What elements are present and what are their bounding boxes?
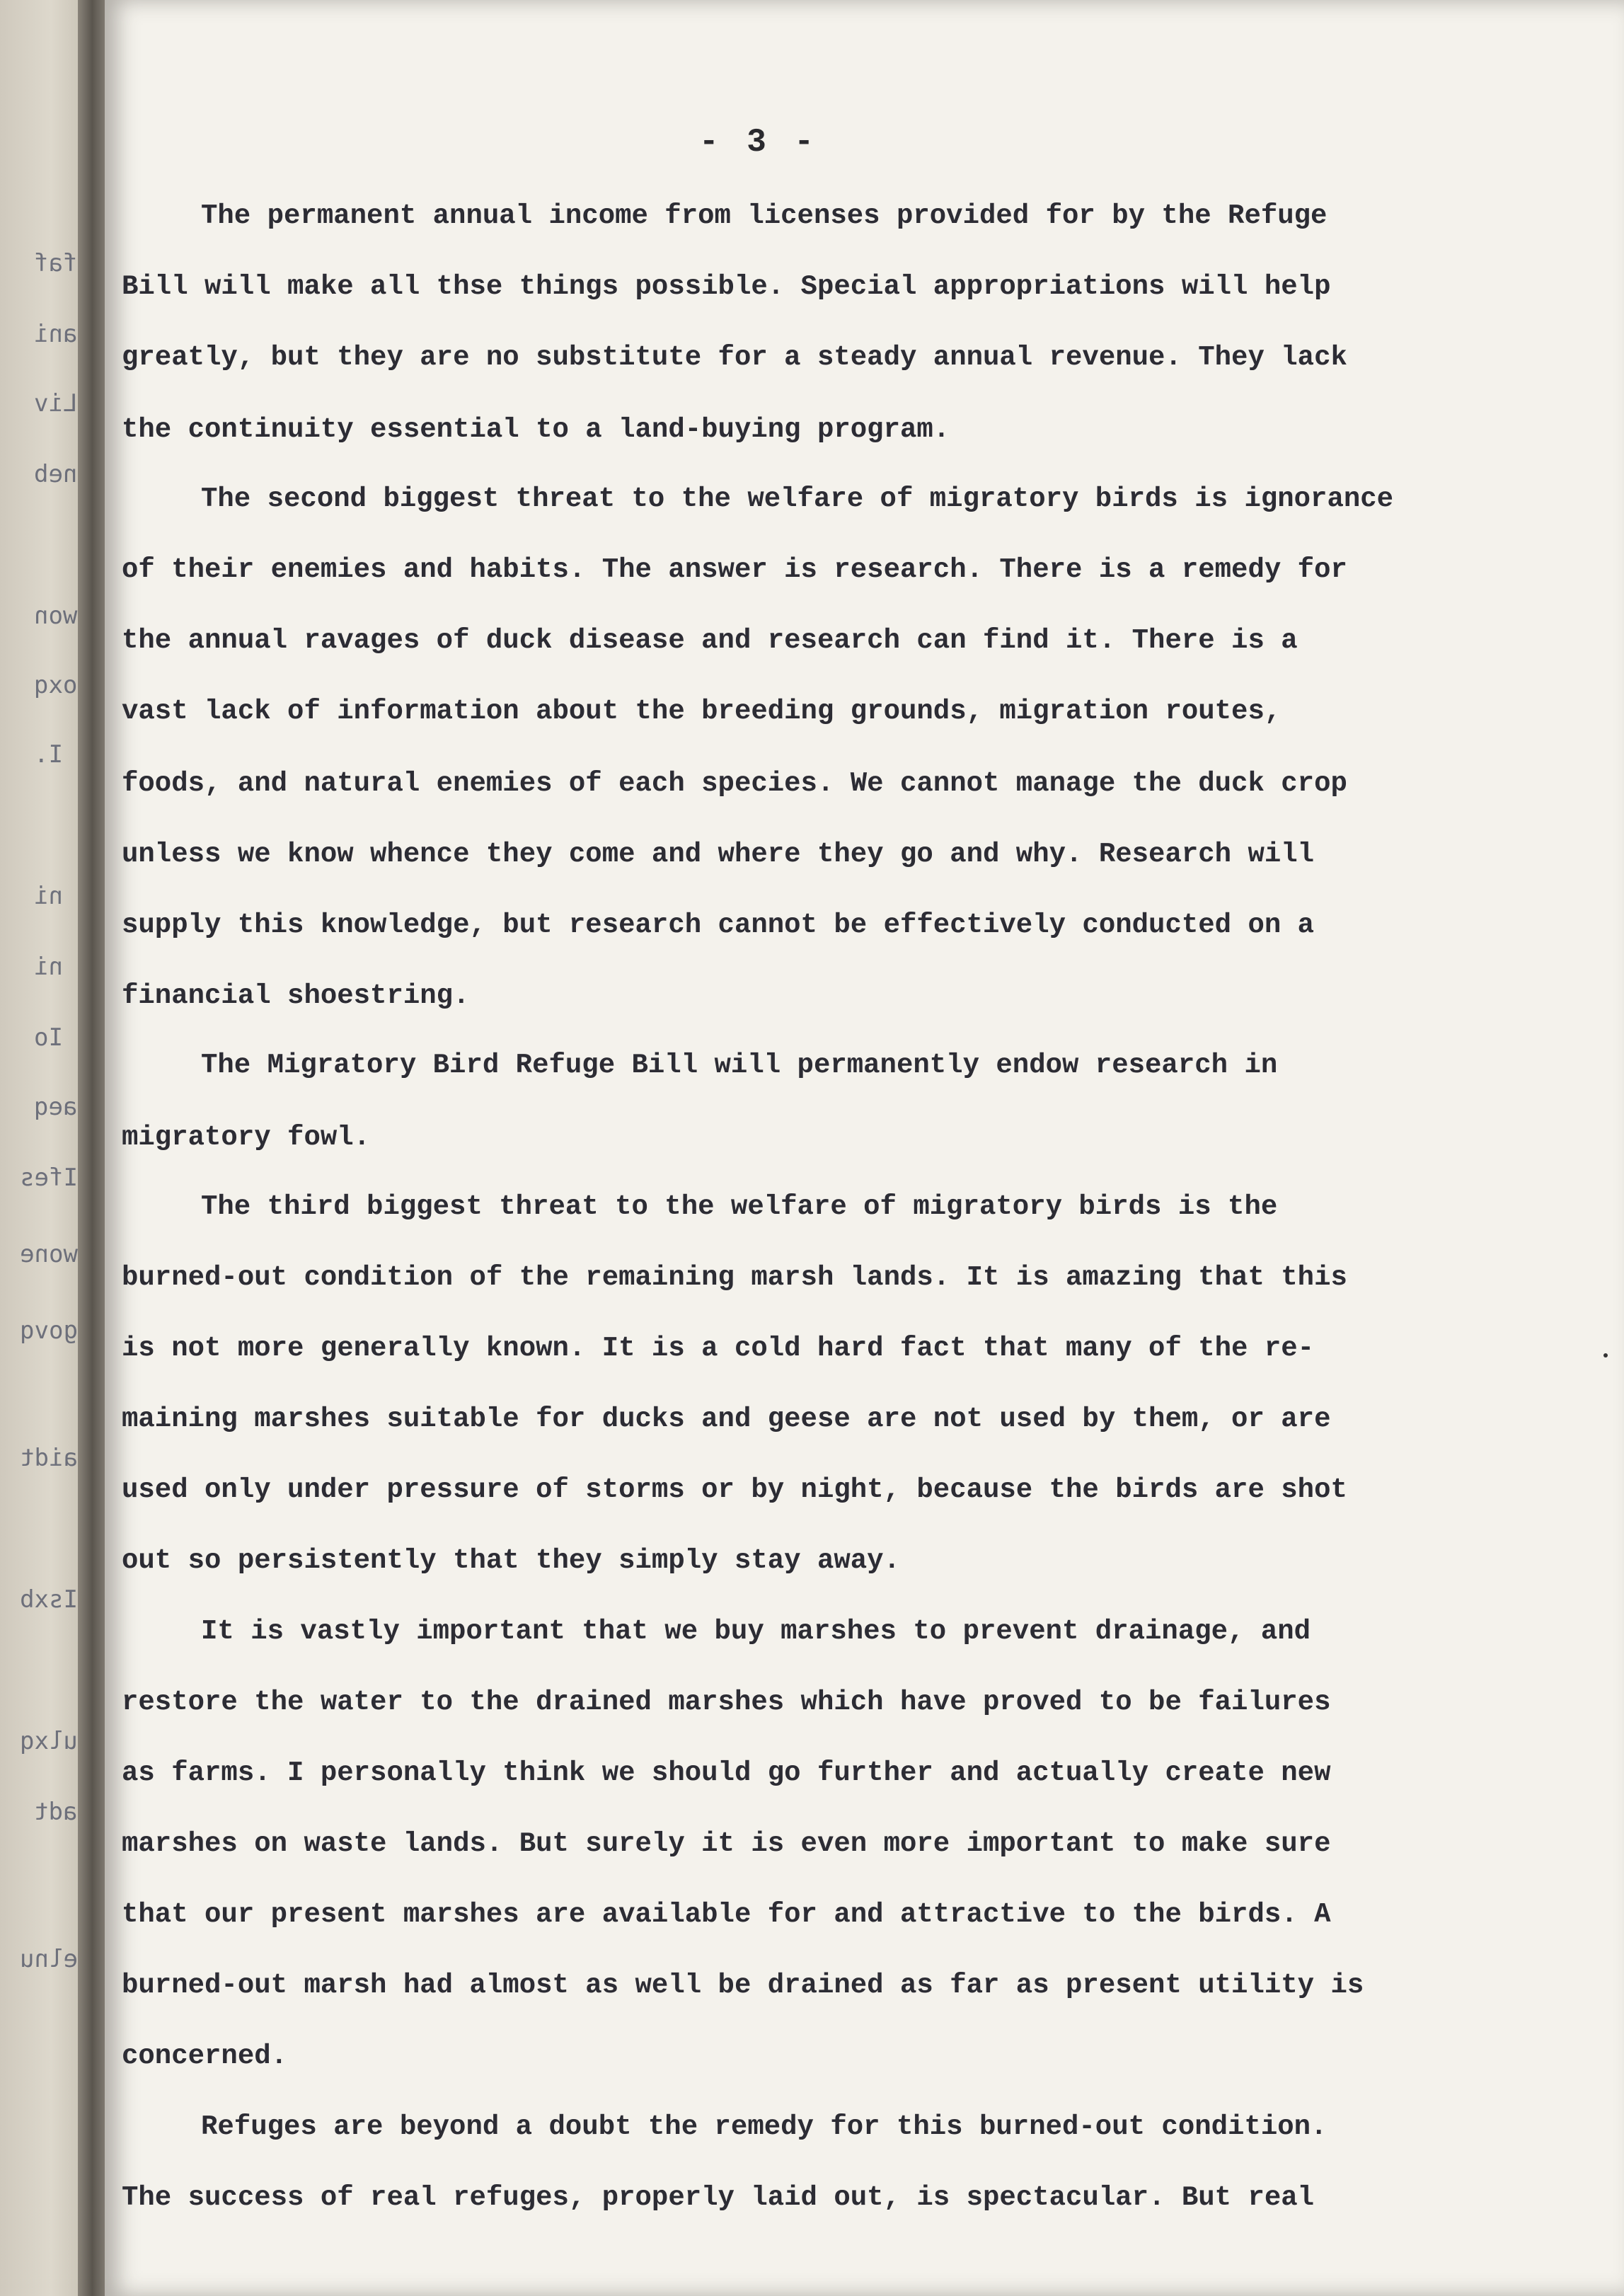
text-line: financial shoestring. xyxy=(122,980,470,1011)
bleed-fragment: faf xyxy=(34,249,78,277)
bleed-fragment: Ifes xyxy=(20,1164,78,1192)
text-line: is not more generally known. It is a cold hard fact that many of the re- xyxy=(122,1333,1315,1364)
bleed-fragment: ani xyxy=(34,320,78,348)
text-line: vast lack of information about the breeding grounds, migration routes, xyxy=(122,696,1282,727)
text-line: used only under pressure of storms or by night, because the birds are shot xyxy=(122,1474,1347,1505)
typed-page xyxy=(105,0,1624,2296)
text-line: The second biggest threat to the welfare of migratory birds is ignorance xyxy=(201,483,1394,515)
bleed-fragment: ulxq xyxy=(20,1727,78,1755)
bleed-fragment: govq xyxy=(20,1316,78,1345)
ink-speck xyxy=(1603,1353,1608,1357)
text-line: It is vastly important that we buy marshes to prevent drainage, and xyxy=(201,1616,1311,1647)
bleed-fragment: Liv xyxy=(34,389,78,418)
bleed-fragment: ni xyxy=(34,882,63,910)
text-line: the annual ravages of duck disease and research can find it. There is a xyxy=(122,625,1298,656)
bleed-fragment: adt xyxy=(34,1798,78,1826)
text-line: Refuges are beyond a doubt the remedy for this burned-out condition. xyxy=(201,2111,1328,2142)
text-line: The Migratory Bird Refuge Bill will permanently endow research in xyxy=(201,1050,1278,1081)
text-line: migratory fowl. xyxy=(122,1122,371,1153)
text-line: The third biggest threat to the welfare of migratory birds is the xyxy=(201,1191,1278,1222)
text-line: concerned. xyxy=(122,2040,288,2072)
text-line: as farms. I personally think we should go further and actually create new xyxy=(122,1757,1331,1789)
text-line: burned-out condition of the remaining marsh lands. It is amazing that this xyxy=(122,1262,1347,1293)
bleed-fragment: aeq xyxy=(34,1093,78,1121)
bleed-fragment: elnu xyxy=(20,1945,78,1973)
text-line: The success of real refuges, properly laid out, is spectacular. But real xyxy=(122,2182,1315,2213)
text-line: maining marshes suitable for ducks and geese are not used by them, or are xyxy=(122,1404,1331,1435)
text-line: out so persistently that they simply stay away. xyxy=(122,1545,900,1576)
text-line: the continuity essential to a land-buying program. xyxy=(122,414,950,445)
adjacent-page-edge xyxy=(0,0,85,2296)
page-number: - 3 - xyxy=(699,124,819,161)
bleed-fragment: won xyxy=(34,602,78,630)
text-line: greatly, but they are no substitute for a steady annual revenue. They lack xyxy=(122,342,1347,373)
text-line: foods, and natural enemies of each species. We cannot manage the duck crop xyxy=(122,768,1347,799)
text-line: burned-out marsh had almost as well be drained as far as present utility is xyxy=(122,1970,1364,2001)
text-line: supply this knowledge, but research cannot be effectively conducted on a xyxy=(122,909,1315,941)
text-line: The permanent annual income from licenses provided for by the Refuge xyxy=(201,200,1328,231)
bleed-fragment: aidt xyxy=(20,1444,78,1472)
bleed-fragment: neb xyxy=(34,460,78,488)
text-line: marshes on waste lands. But surely it is even more important to make sure xyxy=(122,1828,1331,1859)
bleed-fragment: Io xyxy=(34,1023,63,1052)
bleed-fragment: oxq xyxy=(34,671,78,699)
text-line: restore the water to the drained marshes which have proved to be failures xyxy=(122,1687,1331,1718)
text-line: Bill will make all thse things possible. Special appropriations will help xyxy=(122,271,1331,302)
text-line: that our present marshes are available for and attractive to the birds. A xyxy=(122,1899,1331,1930)
text-line: unless we know whence they come and where they go and why. Research will xyxy=(122,839,1315,870)
bleed-fragment: ni xyxy=(34,953,63,981)
bleed-fragment: I. xyxy=(34,740,63,769)
bleed-fragment: Isxb xyxy=(20,1585,78,1614)
text-line: of their enemies and habits. The answer is research. There is a remedy for xyxy=(122,554,1347,585)
bleed-fragment: wone xyxy=(20,1240,78,1268)
